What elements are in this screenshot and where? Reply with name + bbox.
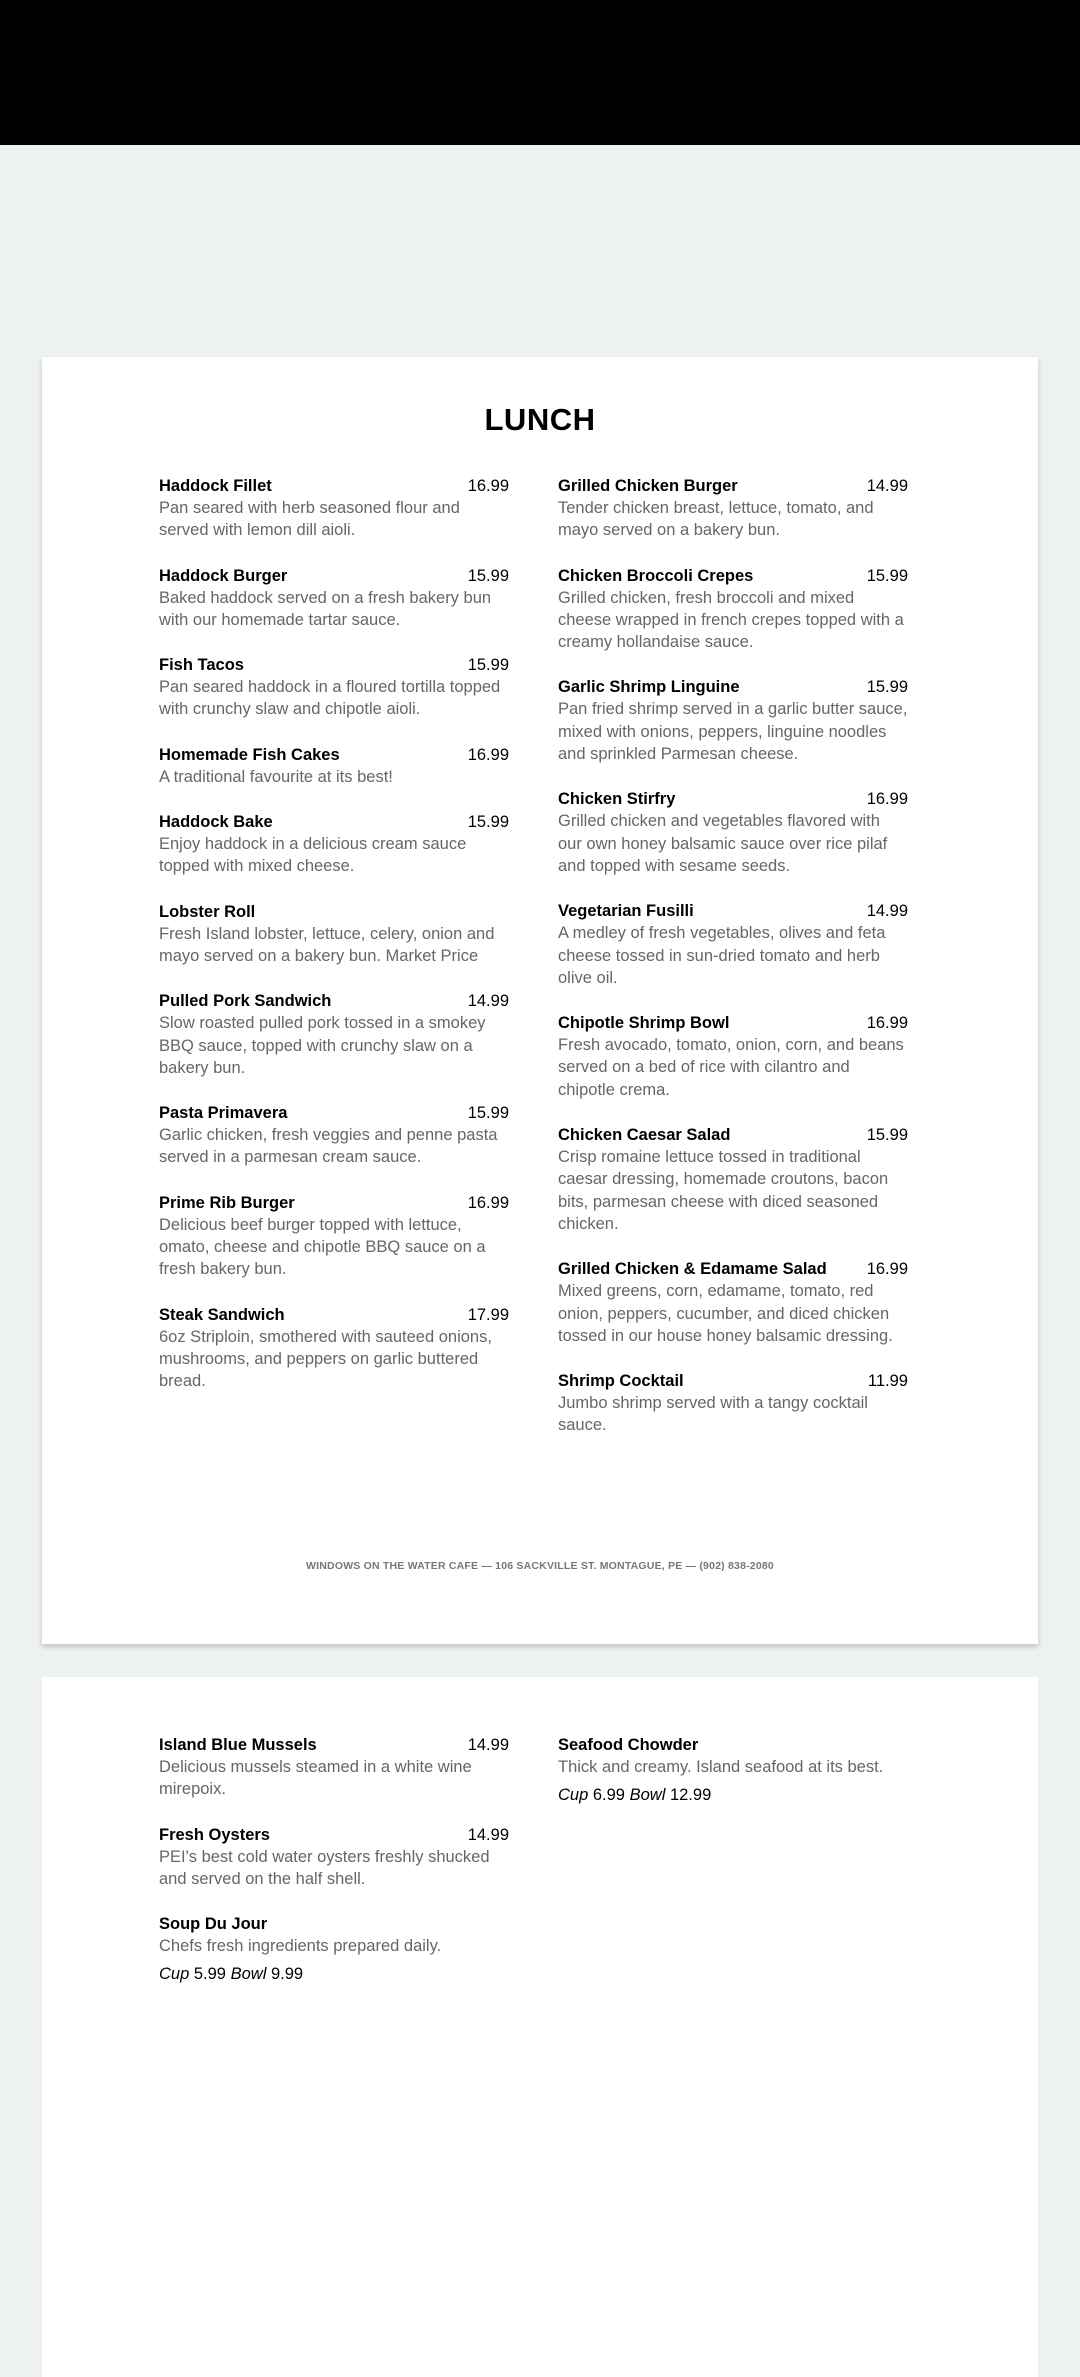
item-price: 16.99 [866,790,908,809]
item-name: Garlic Shrimp Linguine [558,678,740,697]
menu-page-starters [42,1677,1038,2377]
item-sizes [159,1963,509,1985]
menu-item [558,900,908,989]
item-description: Fresh Island lobster, lettuce, celery, onion and mayo served on a bakery bun. Market Price [159,924,495,965]
item-description: Crisp romaine lettuce tossed in traditional caesar dressing, homemade croutons, bacon bits, parmesan cheese with diced seasoned chicken. [558,1148,889,1233]
item-price: 16.99 [467,477,509,495]
item-name: Chicken Broccoli Crepes [558,566,754,585]
item-description: Pan fried shrimp served in a garlic butter sauce, mixed with onions, peppers, linguine noodles and sprinkled Parmesan cheese. [558,700,908,764]
item-price: 16.99 [467,745,509,764]
item-price: 14.99 [866,477,908,495]
item-price: 11.99 [867,1372,908,1391]
item-description: Grilled chicken, fresh broccoli and mixed cheese wrapped in french crepes topped with a creamy hollandaise sauce. [558,588,904,652]
item-price: 15.99 [467,656,509,675]
item-name: Lobster Roll [159,902,256,921]
menu-item [558,1370,908,1437]
item-name: Vegetarian Fusilli [558,902,694,921]
item-name: Soup Du Jour [159,1915,268,1934]
item-name: Fish Tacos [159,656,244,675]
menu-item-soup [159,1913,509,1985]
menu-item [159,1304,509,1393]
menu-column-left [159,475,509,1416]
menu-item [159,1734,509,1801]
bowl-label: Bowl [629,1786,666,1805]
item-name: Pulled Pork Sandwich [159,992,332,1011]
item-name: Island Blue Mussels [159,1736,317,1754]
item-name: Pasta Primavera [159,1104,288,1123]
item-name: Prime Rib Burger [159,1193,295,1212]
item-description: Slow roasted pulled pork tossed in a smokey BBQ sauce, topped with crunchy slaw on a bakery bun. [159,1014,486,1077]
bowl-price: 9.99 [270,1965,304,1984]
item-name: Homemade Fish Cakes [159,745,340,764]
item-description: Baked haddock served on a fresh bakery bun with our homemade tartar sauce. [159,588,492,629]
item-price: 15.99 [866,566,908,585]
menu-page-lunch [42,357,1038,1644]
item-name: Chicken Stirfry [558,790,676,809]
menu-item [558,1012,908,1101]
item-price: 14.99 [467,1736,509,1754]
item-name: Haddock Bake [159,813,273,832]
menu-item-chowder [558,1734,908,1806]
menu-item [558,1258,908,1347]
item-price: 17.99 [467,1305,509,1324]
item-name: Shrimp Cocktail [558,1372,684,1391]
menu-column-left [159,1734,509,2008]
item-price: 16.99 [866,1260,908,1279]
item-name: Grilled Chicken & Edamame Salad [558,1260,827,1279]
menu-item [558,475,908,542]
menu-item [558,788,908,877]
menu-item [558,565,908,654]
item-name: Chicken Caesar Salad [558,1126,731,1145]
item-description: A medley of fresh vegetables, olives and feta cheese tossed in sun-dried tomato and herb olive oil. [558,924,886,987]
item-price: 16.99 [866,1014,908,1033]
cup-price: 5.99 [193,1965,226,1984]
item-name: Chipotle Shrimp Bowl [558,1014,730,1033]
item-description: Delicious beef burger topped with lettuce, omato, cheese and chipotle BBQ sauce on a fresh bakery bun. [159,1215,486,1279]
item-name: Seafood Chowder [558,1736,699,1754]
item-description: Enjoy haddock in a delicious cream sauce topped with mixed cheese. [159,835,467,876]
menu-column-right [558,475,908,1460]
page-title: LUNCH [484,402,596,437]
item-description: A traditional favourite at its best! [159,767,393,786]
item-name: Steak Sandwich [159,1305,285,1324]
item-price: 14.99 [467,992,509,1011]
item-name: Grilled Chicken Burger [558,477,738,495]
bowl-price: 12.99 [669,1786,712,1805]
item-name: Fresh Oysters [159,1825,270,1844]
menu-item [558,676,908,765]
item-description: Delicious mussels steamed in a white wine mirepoix. [159,1758,472,1799]
restaurant-footer: WINDOWS ON THE WATER CAFE — 106 SACKVILLE ST. MONTAGUE, PE — (902) 838-2080 [306,1560,774,1572]
item-name: Haddock Burger [159,566,288,585]
menu-item [159,901,509,968]
item-description: Jumbo shrimp served with a tangy cocktail sauce. [558,1394,868,1435]
item-description: PEI's best cold water oysters freshly shucked and served on the half shell. [159,1847,490,1888]
cup-price: 6.99 [592,1786,625,1805]
item-price: 14.99 [467,1825,509,1844]
item-description: Chefs fresh ingredients prepared daily. [159,1937,442,1956]
item-description: Tender chicken breast, lettuce, tomato, and mayo served on a bakery bun. [558,499,874,540]
menu-item [159,1824,509,1891]
status-bar [0,0,1080,145]
item-description: Pan seared haddock in a floured tortilla topped with crunchy slaw and chipotle aioli. [159,678,501,719]
menu-item [159,744,509,788]
item-description: Pan seared with herb seasoned flour and served with lemon dill aioli. [159,499,460,540]
item-price: 15.99 [467,566,509,585]
item-description: Mixed greens, corn, edamame, tomato, red onion, peppers, cucumber, and diced chicken tossed in our house honey balsamic dressing. [558,1282,893,1345]
item-description: Garlic chicken, fresh veggies and penne pasta served in a parmesan cream sauce. [159,1126,498,1167]
cup-label: Cup [558,1786,589,1805]
item-description: Grilled chicken and vegetables flavored with our own honey balsamic sauce over rice pilaf and topped with sesame seeds. [558,812,888,875]
menu-item [159,811,509,878]
item-price: 14.99 [866,902,908,921]
item-price: 16.99 [467,1193,509,1212]
item-price: 15.99 [467,1104,509,1123]
menu-item [159,1192,509,1281]
item-description: Fresh avocado, tomato, onion, corn, and beans served on a bed of rice with cilantro and chipotle crema. [558,1036,904,1099]
item-name: Haddock Fillet [159,477,272,495]
item-price: 15.99 [866,678,908,697]
item-price: 15.99 [866,1126,908,1145]
item-sizes [558,1784,908,1806]
item-description: Thick and creamy. Island seafood at its best. [558,1758,884,1776]
menu-item [558,1124,908,1235]
menu-item [159,654,509,721]
menu-item [159,1102,509,1169]
menu-column-right [558,1734,908,1829]
bowl-label: Bowl [230,1965,267,1984]
item-price: 15.99 [467,813,509,832]
item-description: 6oz Striploin, smothered with sauteed onions, mushrooms, and peppers on garlic buttered bread. [159,1327,492,1391]
cup-label: Cup [159,1965,190,1984]
menu-item [159,565,509,632]
menu-item [159,990,509,1079]
menu-item [159,475,509,542]
starter-list [159,1734,509,1890]
